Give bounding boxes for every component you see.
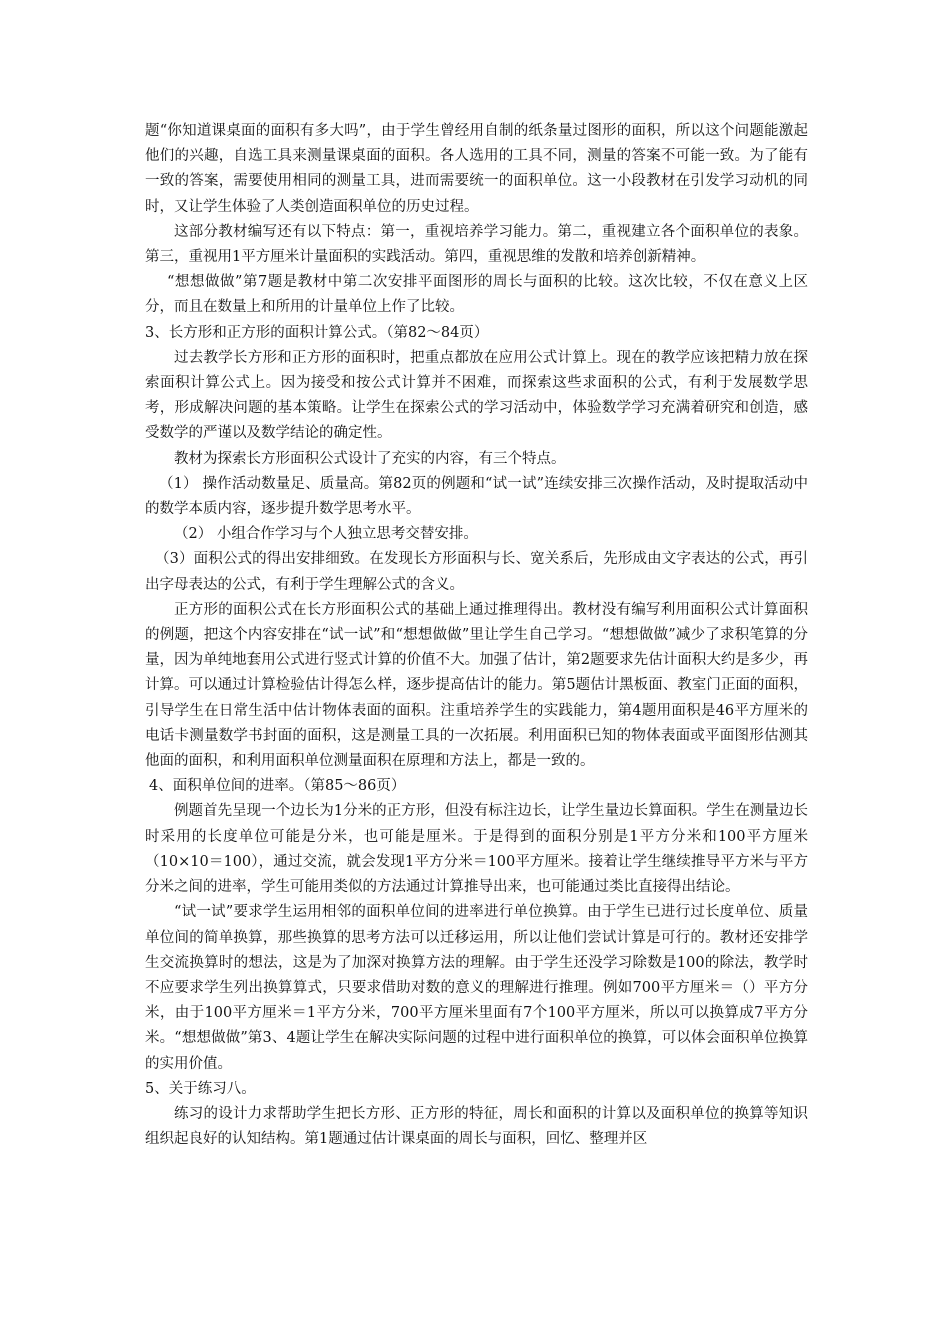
paragraph-features: 这部分教材编写还有以下特点：第一，重视培养学习能力。第二，重视建立各个面积单位的表象。第三，重视用1平方厘米计量面积的实践活动。第四，重视思维的发散和培养创新精神。 [145, 223, 808, 266]
section-heading-3: 3、长方形和正方形的面积计算公式。（第82～84页） [145, 324, 489, 341]
paragraph-square-formula: 正方形的面积公式在长方形面积公式的基础上通过推理得出。教材没有编写利用面积公式计算面积的例题，把这个内容安排在“试一试”和“想想做做”里让学生自己学习。“想想做做”减少了求积笔算的分量，因为单纯地套用公式进行竖式计算的价值不大。加强了估计，第2题要求先估计面积大约是多少，再计算。可以通过计算检验估计得怎么样，逐步提高估计的能力。第5题估计黑板面、教室门正面的面积，引导学生在日常生活中估计物体表面的面积。注重培养学生的实践能力，第4题用面积是46平方厘米的电话卡测量数学书封面的面积，这是测量工具的一次拓展。利用面积已知的物体表面或平面图形估测其他面的面积，和利用面积单位测量面积在原理和方法上，都是一致的。 [145, 601, 808, 770]
section-heading-5: 5、关于练习八。 [145, 1080, 256, 1097]
paragraph-area-formula: 过去教学长方形和正方形的面积时，把重点都放在应用公式计算上。现在的教学应该把精力放在探索面积计算公式上。因为接受和按公式计算并不困难，而探索这些求面积的公式，有利于发展数学思考，形成解决问题的基本策略。让学生在探索公式的学习活动中，体验数学学习充满着研究和创造，感受数学的严谨以及数学结论的确定性。 [145, 349, 808, 442]
list-item-1: （1） 操作活动数量足、质量高。第82页的例题和“试一试”连续安排三次操作活动，及时提取活动中的数学本质内容，逐步提升数学思考水平。 [145, 475, 808, 518]
list-item-2: （2） 小组合作学习与个人独立思考交替安排。 [174, 526, 478, 543]
document-body [145, 119, 808, 1152]
paragraph-exercise-8: 练习的设计力求帮助学生把长方形、正方形的特征，周长和面积的计算以及面积单位的换算等知识组织起良好的认知结构。第1题通过估计课桌面的周长与面积，回忆、整理并区 [145, 1105, 808, 1148]
paragraph-unit-rate: 例题首先呈现一个边长为1分米的正方形，但没有标注边长，让学生量边长算面积。学生在测量边长时采用的长度单位可能是分米，也可能是厘米。于是得到的面积分别是1平方分米和100平方厘米（10×10＝100），通过交流，就会发现1平方分米＝100平方厘米。接着让学生继续推导平方米与平方分米之间的进率，学生可能用类似的方法通过计算推导出来，也可能通过类比直接得出结论。 [145, 803, 808, 896]
list-item-3: （3）面积公式的得出安排细致。在发现长方形面积与长、宽关系后，先形成由文字表达的公式，再引出字母表达的公式，有利于学生理解公式的含义。 [145, 551, 808, 593]
paragraph-three-features: 教材为探索长方形面积公式设计了充实的内容，有三个特点。 [174, 450, 566, 467]
section-heading-4: 4、面积单位间的进率。（第85～86页） [149, 778, 406, 795]
paragraph-comparison: “想想做做”第7题是教材中第二次安排平面图形的周长与面积的比较。这次比较，不仅在意义上区分，而且在数量上和所用的计量单位上作了比较。 [145, 274, 808, 316]
paragraph-try-it: “试一试”要求学生运用相邻的面积单位间的进率进行单位换算。由于学生已进行过长度单位、质量单位间的简单换算，那些换算的思考方法可以迁移运用，所以让他们尝试计算是可行的。教材还安排学生交流换算时的想法，这是为了加深对换算方法的理解。由于学生还没学习除数是100的除法，教学时不应要求学生列出换算算式，只要求借助对数的意义的理解进行推理。例如700平方厘米＝（）平方分米，由于100平方厘米＝1平方分米，700平方厘米里面有7个100平方厘米，所以可以换算成7平方分米。“想想做做”第3、4题让学生在解决实际问题的过程中进行面积单位的换算，可以体会面积单位换算的实用价值。 [145, 904, 808, 1072]
paragraph-intro: 题“你知道课桌面的面积有多大吗”，由于学生曾经用自制的纸条量过图形的面积，所以这个问题能激起他们的兴趣，自选工具来测量课桌面的面积。各人选用的工具不同，测量的答案不可能一致。为了能有一致的答案，需要使用相同的测量工具，进而需要统一的面积单位。这一小段教材在引发学习动机的同时，又让学生体验了人类创造面积单位的历史过程。 [145, 123, 808, 215]
